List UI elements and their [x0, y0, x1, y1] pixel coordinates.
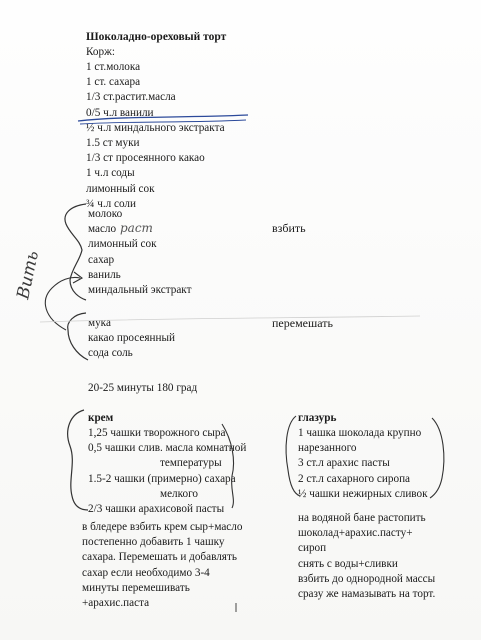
- list-item: мелкого: [160, 487, 198, 500]
- list-item: 0,5 чашки слив. масла комнатной: [88, 442, 247, 455]
- arrow-line: [45, 277, 80, 330]
- list-item: молоко: [88, 208, 123, 220]
- page-fold-line: [40, 316, 420, 322]
- list-item: 1 ч.л соды: [86, 167, 135, 180]
- list-item: ½ чашки нежирных сливок: [298, 487, 428, 500]
- list-item: 1/3 ст.растит.масла: [86, 91, 176, 104]
- list-item: ½ ч.л миндального экстракта: [86, 121, 225, 134]
- maslo-handwritten-note: раст: [120, 221, 153, 235]
- glazur-heading: глазурь: [298, 412, 337, 424]
- margin-handwritten-note: Вить: [13, 249, 44, 302]
- krem-heading: крем: [88, 412, 114, 424]
- list-item: сироп: [298, 542, 327, 555]
- list-item: на водяной бане растопить: [298, 512, 426, 524]
- list-item: ваниль: [88, 268, 121, 281]
- list-item: взбить до однородной массы: [298, 572, 436, 585]
- group1-bracket: [65, 204, 86, 300]
- list-item: минуты перемешивать: [82, 581, 190, 594]
- list-item: нарезанного: [298, 442, 357, 455]
- group2-bracket: [68, 313, 88, 360]
- list-item: 1,25 чашки творожного сыра: [88, 427, 226, 439]
- list-item: какао просеянный: [88, 332, 175, 345]
- list-item: лимонный сок: [88, 238, 157, 251]
- list-item: температуры: [160, 457, 222, 470]
- list-item: 1.5 ст муки: [86, 136, 140, 149]
- list-item: 0/5 ч.л ванили: [86, 106, 154, 119]
- list-item: 1/3 ст просеянного какао: [86, 152, 205, 165]
- list-item: 1 ст.молока: [86, 61, 141, 73]
- group2-action: перемешать: [272, 316, 333, 330]
- list-item: +арахис.паста: [82, 596, 150, 609]
- page-title: Шоколадно-ореховый торт: [86, 31, 227, 43]
- list-item: мука: [88, 317, 111, 329]
- list-item: шоколад+арахис.пасту+: [298, 527, 413, 540]
- list-item: в бледере взбить крем сыр+масло: [82, 521, 243, 533]
- list-item: 3 ст.л арахис пасты: [298, 457, 390, 470]
- list-item: ¾ ч.л соли: [86, 197, 136, 210]
- list-item: сахар если необходимо 3-4: [82, 566, 210, 579]
- list-item: лимонный сок: [86, 182, 155, 195]
- list-item: 1 ст. сахара: [86, 76, 141, 89]
- list-item: сразу же намазывать на торт.: [298, 587, 436, 600]
- list-item: миндальный экстракт: [88, 283, 192, 296]
- list-item: 2 ст.л сахарного сиропа: [298, 472, 411, 485]
- korzh-heading: Корж:: [86, 46, 115, 58]
- strike-through-mark: [78, 115, 248, 121]
- list-item: масло: [88, 223, 117, 236]
- glazur-right-bracket: [430, 418, 444, 498]
- list-item: 2/3 чашки арахисовой пасты: [88, 502, 225, 515]
- list-item: снять с воды+сливки: [298, 557, 398, 570]
- list-item: сахар: [88, 253, 115, 266]
- krem-bracket: [68, 410, 88, 510]
- list-item: сахара. Перемешать и добавлять: [82, 551, 237, 564]
- group1-action: взбить: [272, 221, 306, 235]
- list-item: 1 чашка шоколада крупно: [298, 427, 422, 439]
- list-item: постепенно добавить 1 чашку: [82, 536, 225, 549]
- krem-right-bracket: [222, 424, 234, 508]
- bake-instruction: 20-25 минуты 180 град: [88, 382, 198, 394]
- glazur-left-bracket: [286, 416, 300, 496]
- list-item: 1.5-2 чашки (примерно) сахара: [88, 472, 236, 485]
- list-item: сода соль: [88, 347, 133, 360]
